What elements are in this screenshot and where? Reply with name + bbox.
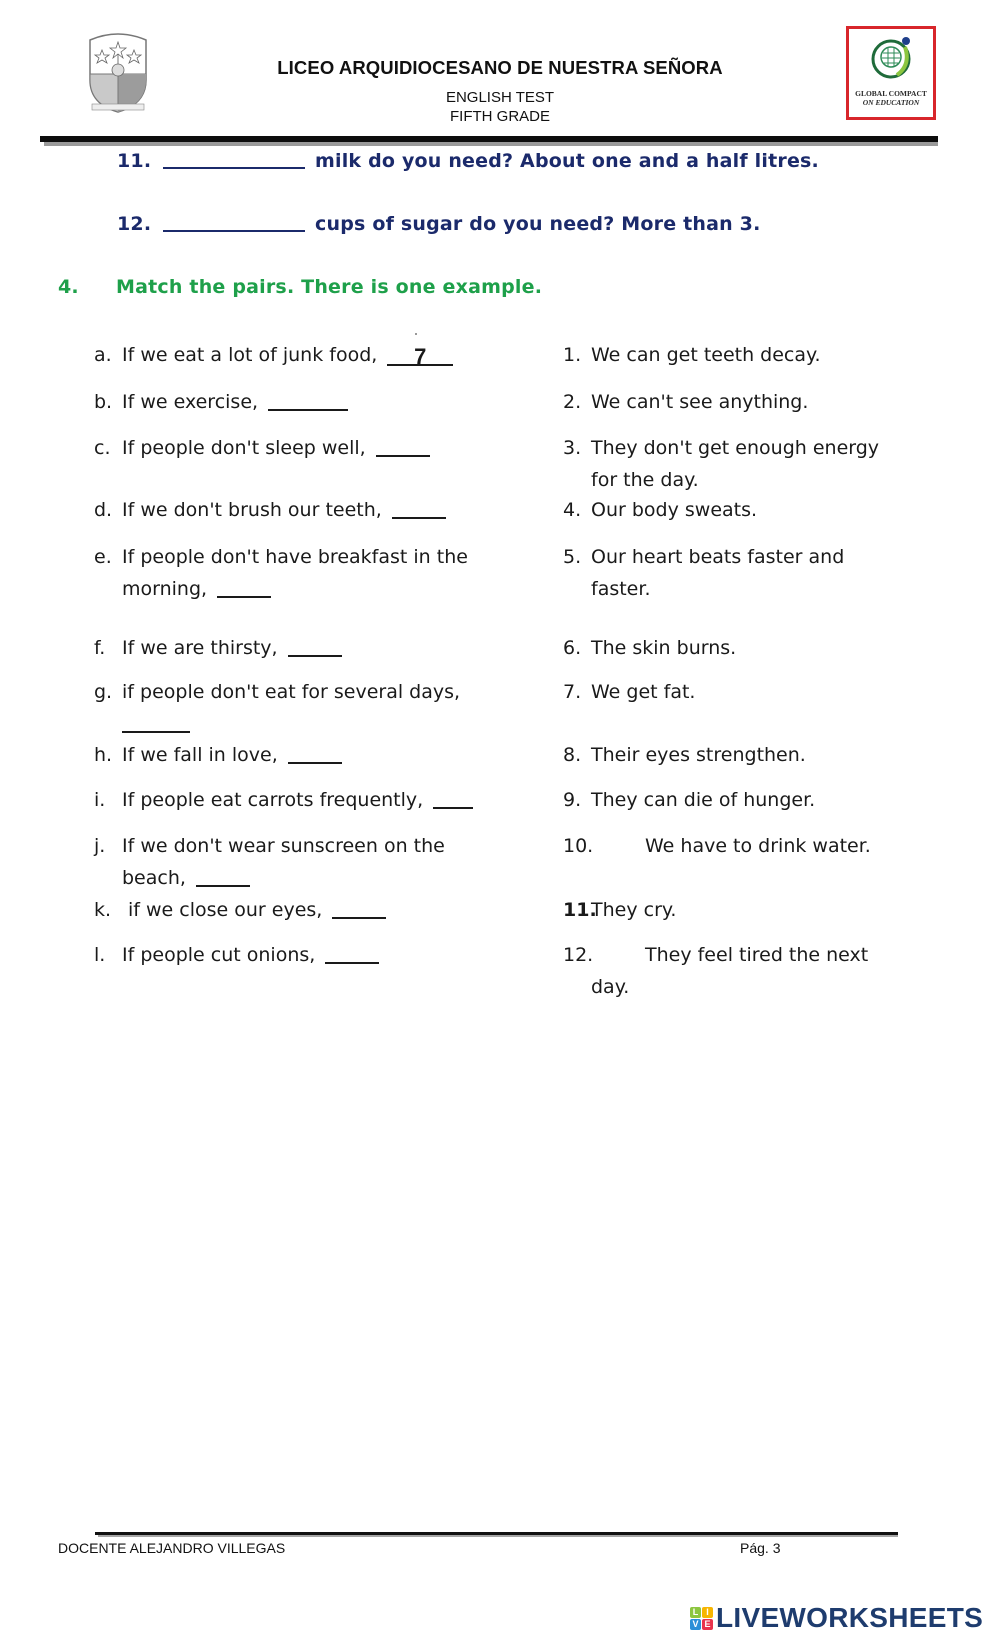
option-2: 2. We can't see anything.: [563, 391, 809, 413]
stray-dot: [415, 333, 417, 335]
global-compact-logo: [846, 26, 936, 120]
global-compact-line1: GLOBAL COMPACT: [855, 89, 927, 98]
liveworksheets-logo: [690, 1603, 983, 1633]
option-3: 3. They don't get enough energy for the day.: [563, 437, 880, 491]
answer-blank-i[interactable]: [433, 789, 473, 809]
option-12: 12. They feel tired the next day.: [563, 944, 869, 998]
answer-blank-a[interactable]: 7: [387, 346, 453, 366]
option-11: 11.They cry.: [563, 899, 677, 921]
match-item-k: k. if we close our eyes,: [94, 894, 524, 926]
option-6: 6. The skin burns.: [563, 637, 737, 659]
question-number: 11.: [117, 150, 152, 172]
match-item-c: c. If people don't sleep well,: [94, 432, 524, 464]
match-item-b: b. If we exercise,: [94, 386, 524, 418]
option-1: 1. We can get teeth decay.: [563, 344, 821, 366]
option-7: 7. We get fat.: [563, 681, 696, 703]
option-4: 4. Our body sweats.: [563, 499, 758, 521]
option-9: 9. They can die of hunger.: [563, 789, 816, 811]
match-item-j: j. If we don't wear sunscreen on the beach,: [94, 835, 445, 889]
answer-blank-11[interactable]: [163, 151, 305, 169]
question-text: milk do you need? About one and a half litres.: [315, 150, 819, 172]
question-number: 12.: [117, 213, 152, 235]
liveworksheets-tiles-icon: L I V E: [690, 1607, 713, 1630]
answer-blank-j[interactable]: [196, 867, 250, 887]
section-instruction: Match the pairs. There is one example.: [116, 276, 543, 298]
page-number: Pág. 3: [740, 1540, 781, 1556]
answer-blank-h[interactable]: [288, 744, 342, 764]
match-item-f: f. If we are thirsty,: [94, 632, 524, 664]
match-item-g: g. if people don't eat for several days,: [94, 676, 524, 740]
question-12: [117, 213, 761, 235]
answer-blank-b[interactable]: [268, 391, 348, 411]
answer-blank-l[interactable]: [325, 944, 379, 964]
answer-blank-k[interactable]: [332, 899, 386, 919]
question-11: [117, 150, 819, 172]
header-divider-shadow: [44, 142, 938, 146]
option-10: 10. We have to drink water.: [563, 835, 871, 857]
option-5: 5. Our heart beats faster and faster.: [563, 546, 845, 600]
answer-blank-c[interactable]: [376, 437, 430, 457]
question-text: cups of sugar do you need? More than 3.: [315, 213, 761, 235]
answer-blank-f[interactable]: [288, 637, 342, 657]
match-item-d: d. If we don't brush our teeth,: [94, 494, 524, 526]
match-item-h: h. If we fall in love,: [94, 739, 524, 771]
match-item-i: i. If people eat carrots frequently,: [94, 784, 524, 816]
footer-divider-shadow: [98, 1535, 898, 1537]
teacher-name: DOCENTE ALEJANDRO VILLEGAS: [58, 1540, 286, 1556]
section-number: 4.: [58, 276, 79, 298]
section-heading: [58, 276, 542, 298]
match-item-e: e. If people don't have breakfast in the morning,: [94, 546, 468, 600]
answer-blank-g[interactable]: [122, 713, 190, 733]
option-8: 8. Their eyes strengthen.: [563, 744, 806, 766]
answer-blank-d[interactable]: [392, 499, 446, 519]
global-compact-line2: ON EDUCATION: [862, 98, 920, 107]
liveworksheets-wordmark: LIVEWORKSHEETS: [716, 1602, 984, 1633]
grade-level: FIFTH GRADE: [450, 108, 550, 125]
answer-blank-e[interactable]: [217, 578, 271, 598]
answer-blank-12[interactable]: [163, 214, 305, 232]
test-subject: ENGLISH TEST: [445, 89, 555, 106]
match-item-a: a. If we eat a lot of junk food, 7: [94, 339, 524, 371]
global-compact-globe-icon: [871, 35, 913, 81]
match-item-l: l. If people cut onions,: [94, 939, 524, 971]
school-name: LICEO ARQUIDIOCESANO DE NUESTRA SEÑORA: [277, 57, 723, 78]
